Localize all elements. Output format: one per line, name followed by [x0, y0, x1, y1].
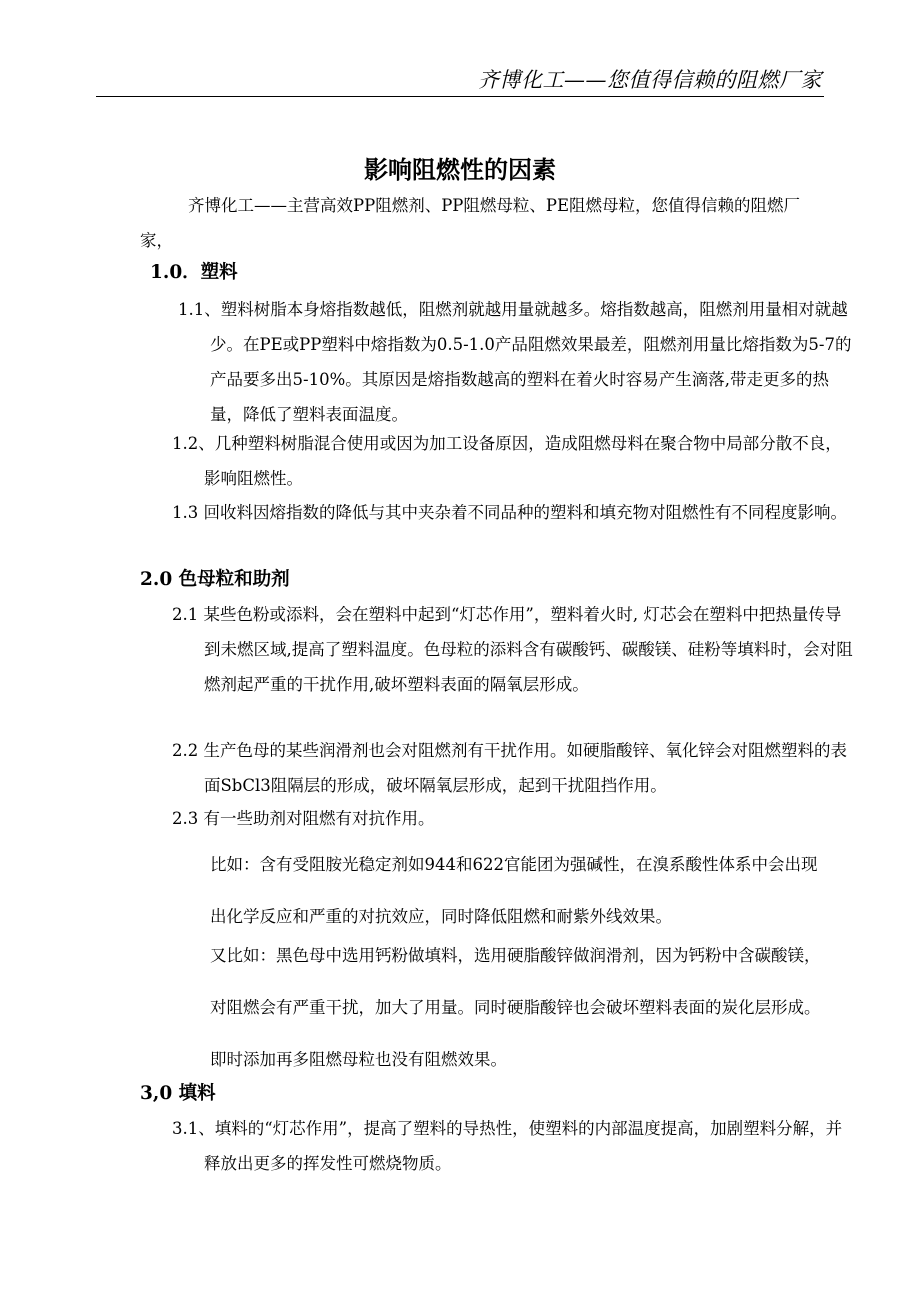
item-2-2: 2.2 生产色母的某些润滑剂也会对阻燃剂有干扰作用。如硬脂酸锌、氧化锌会对阻燃塑料的表面SbCl3阻隔层的形成，破坏隔氧层形成，起到干扰阻挡作用。: [172, 741, 847, 795]
section-heading-fillers: 3,0 填料: [140, 1083, 216, 1104]
section-heading-color-masterbatch: 2.0 色母粒和助剂: [140, 569, 290, 590]
item-2-1: 2.1 某些色粉或添料，会在塑料中起到“灯芯作用”，塑料着火时, 灯芯会在塑料中把热量传导到未燃区域,提高了塑料温度。色母粒的添料含有碳酸钙、碳酸镁、硅粉等填料时，会对阻燃剂起严重的干扰作用,破坏塑料表面的隔氧层形成。: [172, 605, 853, 694]
item-1-1: 1.1、塑料树脂本身熔指数越低，阻燃剂就越用量就越多。熔指数越高，阻燃剂用量相对就越少。在PE或PP塑料中熔指数为0.5-1.0产品阻燃效果最差，阻燃剂用量比熔指数为5-7的产品要多出5-10%。其原因是熔指数越高的塑料在着火时容易产生滴落,带走更多的热量，降低了塑料表面温度。: [178, 300, 852, 424]
example-paragraph-1: 比如：含有受阻胺光稳定剂如944和622官能团为强碱性，在溴系酸性体系中会出现出化学反应和严重的对抗效应，同时降低阻燃和耐紫外线效果。: [210, 855, 818, 926]
section-heading-plastics: 1.0．塑料: [150, 262, 238, 283]
example-paragraph-2: 又比如：黑色母中选用钙粉做填料，选用硬脂酸锌做润滑剂，因为钙粉中含碳酸镁，对阻燃会有严重干扰，加大了用量。同时硬脂酸锌也会破坏塑料表面的炭化层形成。即时添加再多阻燃母粒也没有阻燃效果。: [210, 946, 821, 1069]
document-title: 影响阻燃性的因素: [364, 155, 556, 184]
item-3-1: 3.1、填料的“灯芯作用”，提高了塑料的导热性，使塑料的内部温度提高，加剧塑料分解，并释放出更多的挥发性可燃烧物质。: [172, 1119, 843, 1173]
item-1-3: 1.3 回收料因熔指数的降低与其中夹杂着不同品种的塑料和填充物对阻燃性有不同程度影响。: [172, 503, 847, 522]
intro-paragraph: 齐博化工——主营高效PP阻燃剂、PP阻燃母粒、PE阻燃母粒，您值得信赖的阻燃厂家，: [140, 196, 801, 250]
header-divider: [96, 96, 824, 97]
header-tagline: 齐博化工——您值得信赖的阻燃厂家: [478, 68, 822, 92]
item-1-2: 1.2、几种塑料树脂混合使用或因为加工设备原因，造成阻燃母料在聚合物中局部分散不良，影响阻燃性。: [172, 434, 842, 488]
item-2-3: 2.3 有一些助剂对阻燃有对抗作用。: [172, 809, 435, 828]
